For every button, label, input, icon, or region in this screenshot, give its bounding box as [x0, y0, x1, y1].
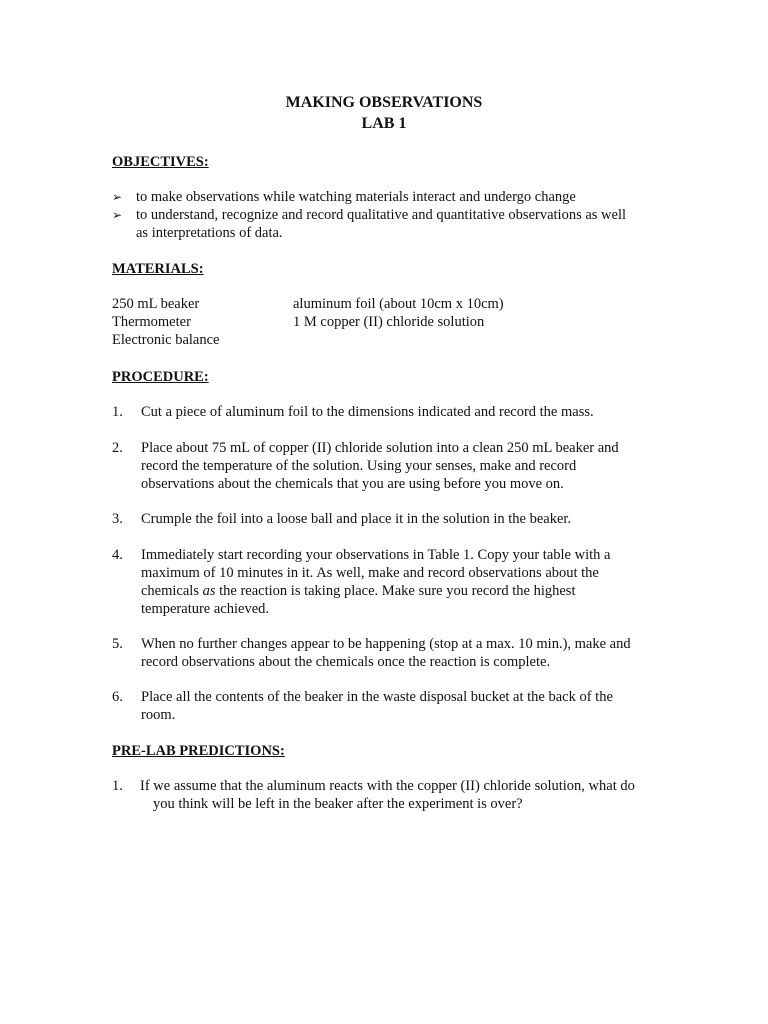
step-line: Place about 75 mL of copper (II) chloride solution into a clean 250 mL beaker and: [141, 440, 619, 456]
prelab-heading: PRE-LAB PREDICTIONS:: [112, 743, 285, 759]
material-item: 1 M copper (II) chloride solution: [293, 314, 485, 330]
material-item: aluminum foil (about 10cm x 10cm): [293, 296, 504, 312]
step-line: Crumple the foil into a loose ball and place it in the solution in the beaker.: [141, 511, 572, 527]
question-number: 1.: [112, 778, 123, 794]
question-line: If we assume that the aluminum reacts with the copper (II) chloride solution, what do: [140, 778, 635, 794]
materials-heading: MATERIALS:: [112, 261, 204, 277]
step-line: Cut a piece of aluminum foil to the dimensions indicated and record the mass.: [141, 404, 594, 420]
objective-line: as interpretations of data.: [136, 225, 283, 241]
step-line: maximum of 10 minutes in it. As well, make and record observations about the: [141, 565, 599, 581]
step-line: record observations about the chemicals once the reaction is complete.: [141, 654, 551, 670]
step-number: 6.: [112, 689, 123, 705]
arrow-bullet-icon: ➢: [112, 208, 123, 222]
material-item: Electronic balance: [112, 332, 220, 348]
material-item: Thermometer: [112, 314, 191, 330]
step-line: room.: [141, 707, 176, 723]
step-text: chemicals: [141, 583, 203, 599]
arrow-bullet-icon: ➢: [112, 190, 123, 204]
objectives-heading: OBJECTIVES:: [112, 154, 209, 170]
materials-right-column: [293, 295, 504, 331]
objective-line: to understand, recognize and record qualitative and quantitative observations as well: [136, 207, 627, 223]
step-number: 2.: [112, 440, 123, 456]
step-number: 3.: [112, 511, 123, 527]
materials-left-column: [112, 295, 219, 349]
document-subtitle: LAB 1: [361, 115, 407, 132]
step-emphasis: as: [202, 583, 216, 599]
step-line: When no further changes appear to be happening (stop at a max. 10 min.), make and: [141, 636, 631, 652]
question-line: you think will be left in the beaker after the experiment is over?: [153, 796, 523, 812]
step-line: record the temperature of the solution. Using your senses, make and record: [141, 458, 577, 474]
step-number: 1.: [112, 404, 123, 420]
objective-line: to make observations while watching materials interact and undergo change: [136, 189, 576, 205]
document-title: MAKING OBSERVATIONS: [285, 94, 483, 111]
step-text: the reaction is taking place. Make sure you record the highest: [215, 583, 576, 599]
step-line: Immediately start recording your observations in Table 1. Copy your table with a: [141, 547, 611, 563]
step-line: temperature achieved.: [141, 601, 270, 617]
step-line: Place all the contents of the beaker in the waste disposal bucket at the back of the: [141, 689, 613, 705]
step-number: 5.: [112, 636, 123, 652]
procedure-heading: PROCEDURE:: [112, 369, 209, 385]
step-number: 4.: [112, 547, 123, 563]
step-line: observations about the chemicals that you are using before you move on.: [141, 476, 564, 492]
material-item: 250 mL beaker: [112, 296, 200, 312]
step-line: [141, 582, 661, 600]
